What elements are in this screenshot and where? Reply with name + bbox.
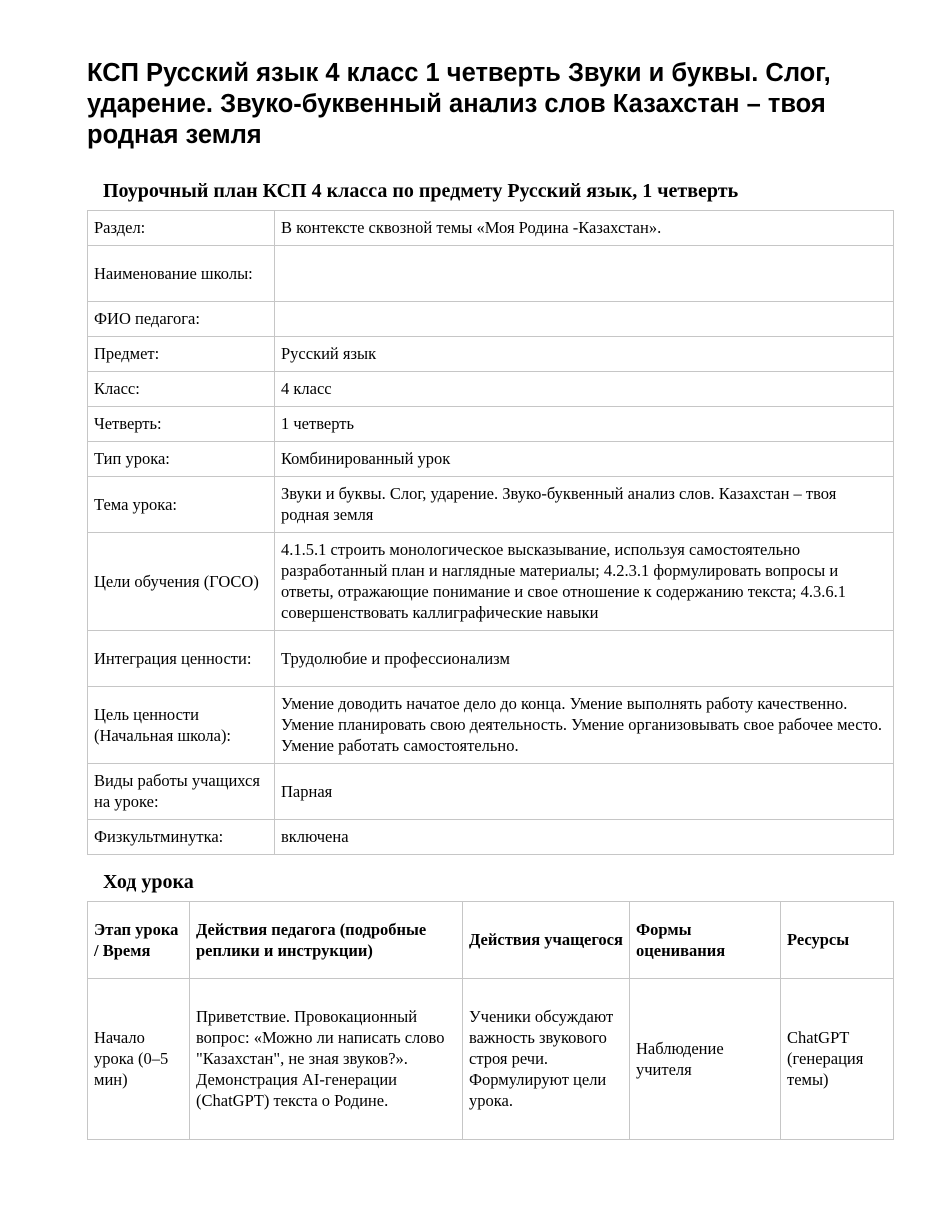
plan-row-label: Наименование школы: — [88, 246, 275, 302]
lesson-assessment: Наблюдение учителя — [630, 979, 781, 1140]
plan-row — [88, 820, 894, 855]
lesson-row — [88, 979, 894, 1140]
plan-row-label: Класс: — [88, 372, 275, 407]
plan-row — [88, 302, 894, 337]
plan-row — [88, 533, 894, 631]
plan-heading: Поурочный план КСП 4 класса по предмету Русский язык, 1 четверть — [103, 180, 739, 202]
plan-row-value: 4 класс — [275, 372, 894, 407]
plan-row — [88, 407, 894, 442]
column-header-resources: Ресурсы — [781, 902, 894, 979]
lesson-header-row — [88, 902, 894, 979]
plan-row-value: Умение доводить начатое дело до конца. Умение выполнять работу качественно. Умение планировать свою деятельность. Умение организовывать свое рабочее место. Умение работать самостоятельно. — [275, 687, 894, 764]
lesson-heading: Ход урока — [103, 871, 194, 893]
plan-row-label: Четверть: — [88, 407, 275, 442]
document-title: КСП Русский язык 4 класс 1 четверть Звуки и буквы. Слог, ударение. Звуко-буквенный анализ слов Казахстан – твоя родная земля — [87, 59, 831, 149]
plan-row — [88, 477, 894, 533]
plan-row — [88, 246, 894, 302]
plan-row-value: Парная — [275, 764, 894, 820]
plan-row — [88, 442, 894, 477]
plan-row-value: включена — [275, 820, 894, 855]
column-header-teacher: Действия педагога (подробные реплики и инструкции) — [190, 902, 463, 979]
plan-row-value — [275, 246, 894, 302]
plan-row-value — [275, 302, 894, 337]
plan-row-value: Звуки и буквы. Слог, ударение. Звуко-буквенный анализ слов. Казахстан – твоя родная земля — [275, 477, 894, 533]
plan-row-value: 4.1.5.1 строить монологическое высказывание, используя самостоятельно разработанный план и наглядные материалы; 4.2.3.1 формулировать вопросы и ответы, отражающие понимание и свое отношение к содержанию текста; 4.3.6.1 совершенствовать каллиграфические навыки — [275, 533, 894, 631]
plan-row-label: Предмет: — [88, 337, 275, 372]
plan-row — [88, 764, 894, 820]
plan-row-label: ФИО педагога: — [88, 302, 275, 337]
plan-row — [88, 372, 894, 407]
plan-row-value: В контексте сквозной темы «Моя Родина -Казахстан». — [275, 211, 894, 246]
plan-row-value: 1 четверть — [275, 407, 894, 442]
plan-row-label: Интеграция ценности: — [88, 631, 275, 687]
plan-row-label: Тема урока: — [88, 477, 275, 533]
plan-row-label: Цель ценности (Начальная школа): — [88, 687, 275, 764]
column-header-student: Действия учащегося — [463, 902, 630, 979]
lesson-resources: ChatGPT (генерация темы) — [781, 979, 894, 1140]
plan-row-value: Трудолюбие и профессионализм — [275, 631, 894, 687]
plan-row-label: Тип урока: — [88, 442, 275, 477]
lesson-table — [87, 901, 894, 1140]
plan-row — [88, 337, 894, 372]
column-header-stage: Этап урока / Время — [88, 902, 190, 979]
plan-row — [88, 631, 894, 687]
plan-table — [87, 210, 894, 855]
plan-row — [88, 687, 894, 764]
plan-row-value: Русский язык — [275, 337, 894, 372]
column-header-assessment: Формы оценивания — [630, 902, 781, 979]
plan-row-label: Раздел: — [88, 211, 275, 246]
lesson-stage: Начало урока (0–5 мин) — [88, 979, 190, 1140]
lesson-teacher-actions: Приветствие. Провокационный вопрос: «Можно ли написать слово "Казахстан", не зная звуков?». Демонстрация AI-генерации (ChatGPT) текста о Родине. — [190, 979, 463, 1140]
plan-row-label: Виды работы учащихся на уроке: — [88, 764, 275, 820]
plan-row — [88, 211, 894, 246]
plan-row-label: Цели обучения (ГОСО) — [88, 533, 275, 631]
plan-row-value: Комбинированный урок — [275, 442, 894, 477]
lesson-student-actions: Ученики обсуждают важность звукового строя речи. Формулируют цели урока. — [463, 979, 630, 1140]
plan-row-label: Физкультминутка: — [88, 820, 275, 855]
